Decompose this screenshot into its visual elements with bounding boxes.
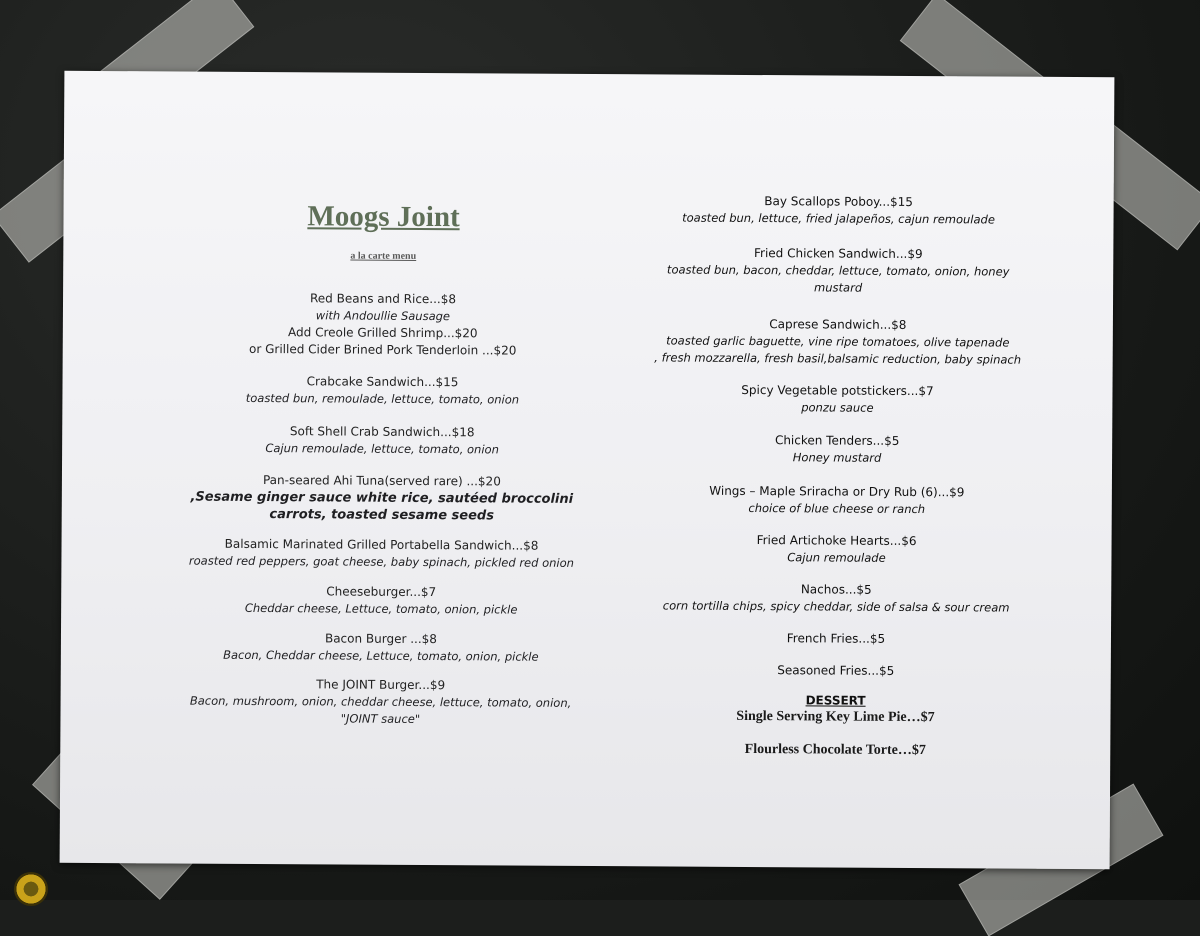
menu-item [611, 661, 1061, 681]
item-description: Cajun remoulade, lettuce, tomato, onion [265, 441, 499, 457]
item-name: Balsamic Marinated Grilled Portabella Sandwich...$8 [224, 536, 539, 553]
menu-item [183, 290, 583, 326]
restaurant-title: Moogs Joint [307, 200, 460, 234]
item-name: Fried Artichoke Hearts...$6 [756, 533, 917, 549]
item-description: ,Sesame ginger sauce white rice, sautéed broccolini [190, 489, 574, 507]
menu-item [612, 431, 1062, 468]
item-name: Bacon Burger ...$8 [324, 631, 437, 647]
item-description: Honey mustard [792, 450, 882, 465]
item-name: Chicken Tenders...$5 [774, 433, 900, 448]
item-name: The JOINT Burger...$9 [316, 677, 446, 693]
item-description: toasted bun, lettuce, fried jalapeños, cajun remoulade [682, 210, 996, 227]
menu-item [613, 244, 1063, 298]
item-description: "JOINT sauce" [340, 711, 421, 726]
item-name: Caprese Sandwich...$8 [769, 317, 907, 332]
menu-item [181, 583, 581, 619]
item-description: mustard [814, 280, 863, 295]
menu-item [181, 630, 581, 666]
menu-item [182, 423, 582, 459]
menu-item [182, 373, 582, 409]
item-description: carrots, toasted sesame seeds [269, 507, 495, 524]
item-name: Bay Scallops Poboy...$15 [764, 194, 913, 209]
item-name: French Fries...$5 [786, 631, 886, 646]
menu-item [612, 381, 1062, 418]
item-name: Red Beans and Rice...$8 [309, 291, 457, 307]
item-description: roasted red peppers, goat cheese, baby spinach, pickled red onion [188, 553, 574, 570]
item-name: Pan-seared Ahi Tuna(served rare) ...$20 [262, 473, 501, 489]
menu-item [613, 315, 1063, 369]
menu-item [182, 472, 582, 525]
menu-item [181, 536, 581, 572]
item-name: Nachos...$5 [800, 582, 872, 597]
item-description: Cheddar cheese, Lettuce, tomato, onion, pickle [244, 600, 518, 617]
item-description: Cajun remoulade [787, 550, 886, 565]
dessert-item: Flourless Chocolate Torte…$7 [744, 741, 926, 759]
menu-item [613, 192, 1063, 229]
item-name: Add Creole Grilled Shrimp...$20 [288, 325, 478, 341]
item-description: Bacon, Cheddar cheese, Lettuce, tomato, onion, pickle [223, 647, 539, 664]
menu-paper [60, 71, 1115, 869]
item-description: toasted bun, remoulade, lettuce, tomato, onion [245, 390, 520, 407]
item-description: corn tortilla chips, spicy cheddar, side of salsa & sour cream [662, 598, 1010, 615]
flower-decoration [14, 872, 48, 906]
item-description: Bacon, mushroom, onion, cheddar cheese, lettuce, tomato, onion, [189, 693, 572, 710]
menu-item [611, 580, 1061, 617]
item-description: ponzu sauce [801, 400, 874, 415]
item-description: , fresh mozzarella, fresh basil,balsamic reduction, baby spinach [654, 350, 1022, 367]
item-name: Soft Shell Crab Sandwich...$18 [289, 424, 475, 440]
menu-item [612, 482, 1062, 519]
item-description: choice of blue cheese or ranch [748, 500, 926, 517]
dessert-item: Single Serving Key Lime Pie…$7 [736, 708, 935, 726]
item-description: toasted garlic baguette, vine ripe tomatoes, olive tapenade [666, 333, 1010, 350]
item-description: or Grilled Cider Brined Pork Tenderloin ...$20 [249, 341, 517, 358]
item-description: toasted bun, bacon, cheddar, lettuce, tomato, onion, honey [666, 262, 1010, 279]
menu-item [611, 531, 1061, 568]
menu-item [180, 676, 580, 729]
item-name: Cheeseburger...$7 [326, 584, 437, 600]
menu-subtitle: a la carte menu [350, 250, 417, 262]
item-description: with Andoullie Sausage [315, 308, 451, 324]
item-name: Wings – Maple Sriracha or Dry Rub (6)...$9 [709, 483, 965, 500]
dessert-heading: DESSERT [805, 693, 866, 708]
item-name: Spicy Vegetable potstickers...$7 [741, 382, 934, 399]
item-name: Seasoned Fries...$5 [777, 663, 895, 678]
item-name: Fried Chicken Sandwich...$9 [753, 246, 923, 262]
menu-item [183, 324, 583, 360]
item-name: Crabcake Sandwich...$15 [306, 374, 459, 390]
menu-item [611, 629, 1061, 649]
